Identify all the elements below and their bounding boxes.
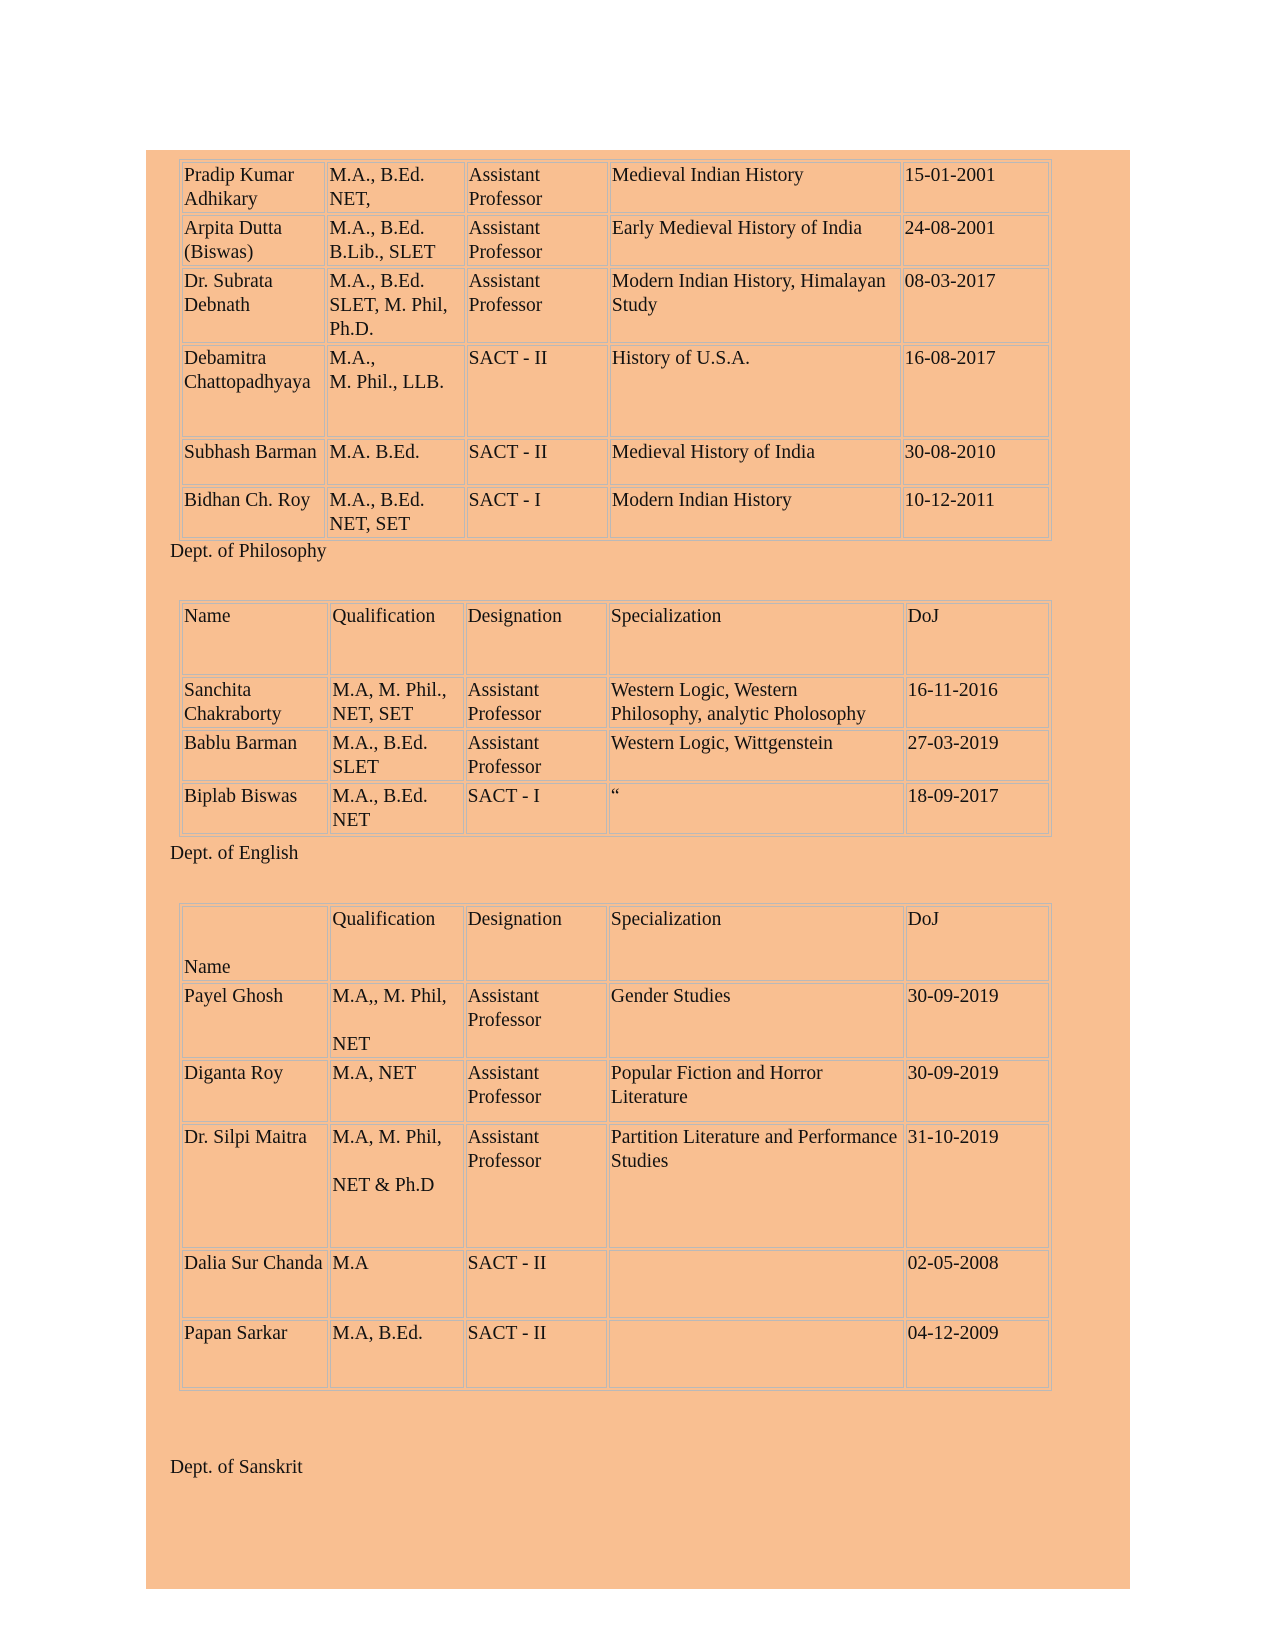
philosophy-faculty-table xyxy=(179,600,1052,837)
cell-doj: 31-10-2019 xyxy=(906,1124,1049,1248)
header-designation: Designation xyxy=(466,603,607,675)
cell-specialization: Partition Literature and Performance Studies xyxy=(609,1124,904,1248)
cell-specialization xyxy=(609,1320,904,1388)
cell-doj: 02-05-2008 xyxy=(906,1250,1049,1318)
cell-qualification: M.A, M. Phil., NET, SET xyxy=(330,677,463,728)
cell-name: Diganta Roy xyxy=(182,1060,328,1122)
cell-qualification: M.A. B.Ed. xyxy=(327,439,464,485)
cell-specialization: Western Logic, Wittgenstein xyxy=(609,730,904,781)
header-doj: DoJ xyxy=(906,906,1049,981)
cell-specialization: Modern Indian History xyxy=(610,487,901,538)
cell-qualification: M.A., B.Ed. SLET, M. Phil, Ph.D. xyxy=(327,268,464,343)
cell-doj: 15-01-2001 xyxy=(903,162,1049,213)
cell-doj: 30-09-2019 xyxy=(906,983,1049,1058)
cell-designation: Assistant Professor xyxy=(466,1060,607,1122)
cell-qualification: M.A., B.Ed. NET, SET xyxy=(327,487,464,538)
english-faculty-table xyxy=(179,903,1052,1391)
cell-name: Bablu Barman xyxy=(182,730,328,781)
cell-specialization: Medieval History of India xyxy=(610,439,901,485)
history-table-body xyxy=(182,162,1049,538)
table-row xyxy=(182,730,1049,781)
cell-designation: SACT - I xyxy=(467,487,608,538)
cell-name: Papan Sarkar xyxy=(182,1320,328,1388)
header-qualification: Qualification xyxy=(330,906,463,981)
cell-specialization: Western Logic, Western Philosophy, analytic Pholosophy xyxy=(609,677,904,728)
cell-doj: 30-09-2019 xyxy=(906,1060,1049,1122)
cell-qualification: M.A., B.Ed. B.Lib., SLET xyxy=(327,215,464,266)
header-name: Name xyxy=(182,603,328,675)
table-row xyxy=(182,983,1049,1058)
cell-designation: Assistant Professor xyxy=(466,677,607,728)
cell-doj: 10-12-2011 xyxy=(903,487,1049,538)
cell-designation: SACT - II xyxy=(467,439,608,485)
cell-doj: 27-03-2019 xyxy=(906,730,1049,781)
cell-designation: SACT - II xyxy=(466,1320,607,1388)
cell-doj: 04-12-2009 xyxy=(906,1320,1049,1388)
cell-designation: Assistant Professor xyxy=(466,1124,607,1248)
cell-specialization: Modern Indian History, Himalayan Study xyxy=(610,268,901,343)
cell-doj: 08-03-2017 xyxy=(903,268,1049,343)
header-name: Name xyxy=(182,906,328,981)
cell-specialization: Early Medieval History of India xyxy=(610,215,901,266)
table-row xyxy=(182,1320,1049,1388)
cell-qualification: M.A, NET xyxy=(330,1060,463,1122)
table-row xyxy=(182,1250,1049,1318)
table-row xyxy=(182,1060,1049,1122)
cell-name: Pradip Kumar Adhikary xyxy=(182,162,325,213)
cell-name: Dr. Silpi Maitra xyxy=(182,1124,328,1248)
philosophy-table-body xyxy=(182,677,1049,834)
cell-designation: Assistant Professor xyxy=(467,215,608,266)
table-row xyxy=(182,783,1049,834)
table-row xyxy=(182,677,1049,728)
cell-designation: SACT - II xyxy=(466,1250,607,1318)
cell-designation: SACT - II xyxy=(467,345,608,437)
cell-name: Subhash Barman xyxy=(182,439,325,485)
table-row xyxy=(182,268,1049,343)
cell-qualification: M.A., M. Phil., LLB. xyxy=(327,345,464,437)
header-qualification: Qualification xyxy=(330,603,463,675)
table-row xyxy=(182,215,1049,266)
english-table-header xyxy=(182,906,1049,981)
cell-specialization xyxy=(609,1250,904,1318)
table-row xyxy=(182,162,1049,213)
table-row xyxy=(182,345,1049,437)
cell-qualification: M.A, M. Phil, NET & Ph.D xyxy=(330,1124,463,1248)
cell-qualification: M.A., B.Ed. NET, xyxy=(327,162,464,213)
dept-heading-sanskrit: Dept. of Sanskrit xyxy=(170,1457,303,1478)
cell-designation: SACT - I xyxy=(466,783,607,834)
cell-designation: Assistant Professor xyxy=(466,983,607,1058)
header-specialization: Specialization xyxy=(609,906,904,981)
english-table-body xyxy=(182,983,1049,1388)
history-faculty-table xyxy=(179,159,1052,541)
philosophy-table-header xyxy=(182,603,1049,675)
cell-specialization: Popular Fiction and Horror Literature xyxy=(609,1060,904,1122)
document-page xyxy=(146,150,1130,1589)
cell-name: Debamitra Chattopadhyaya xyxy=(182,345,325,437)
cell-designation: Assistant Professor xyxy=(466,730,607,781)
table-row xyxy=(182,439,1049,485)
cell-specialization: Gender Studies xyxy=(609,983,904,1058)
cell-doj: 18-09-2017 xyxy=(906,783,1049,834)
header-designation: Designation xyxy=(466,906,607,981)
cell-doj: 24-08-2001 xyxy=(903,215,1049,266)
cell-doj: 16-08-2017 xyxy=(903,345,1049,437)
header-doj: DoJ xyxy=(906,603,1049,675)
cell-designation: Assistant Professor xyxy=(467,268,608,343)
header-specialization: Specialization xyxy=(609,603,904,675)
cell-designation: Assistant Professor xyxy=(467,162,608,213)
dept-heading-english: Dept. of English xyxy=(170,843,299,864)
cell-qualification: M.A,, M. Phil, NET xyxy=(330,983,463,1058)
cell-name: Biplab Biswas xyxy=(182,783,328,834)
cell-qualification: M.A., B.Ed. SLET xyxy=(330,730,463,781)
cell-name: Arpita Dutta (Biswas) xyxy=(182,215,325,266)
cell-specialization: History of U.S.A. xyxy=(610,345,901,437)
table-row xyxy=(182,487,1049,538)
cell-name: Payel Ghosh xyxy=(182,983,328,1058)
cell-qualification: M.A., B.Ed. NET xyxy=(330,783,463,834)
cell-specialization: Medieval Indian History xyxy=(610,162,901,213)
cell-qualification: M.A xyxy=(330,1250,463,1318)
cell-qualification: M.A, B.Ed. xyxy=(330,1320,463,1388)
cell-name: Dalia Sur Chanda xyxy=(182,1250,328,1318)
table-row xyxy=(182,1124,1049,1248)
cell-doj: 16-11-2016 xyxy=(906,677,1049,728)
cell-name: Dr. Subrata Debnath xyxy=(182,268,325,343)
dept-heading-philosophy: Dept. of Philosophy xyxy=(170,541,327,562)
cell-name: Sanchita Chakraborty xyxy=(182,677,328,728)
cell-name: Bidhan Ch. Roy xyxy=(182,487,325,538)
cell-doj: 30-08-2010 xyxy=(903,439,1049,485)
cell-specialization: “ xyxy=(609,783,904,834)
